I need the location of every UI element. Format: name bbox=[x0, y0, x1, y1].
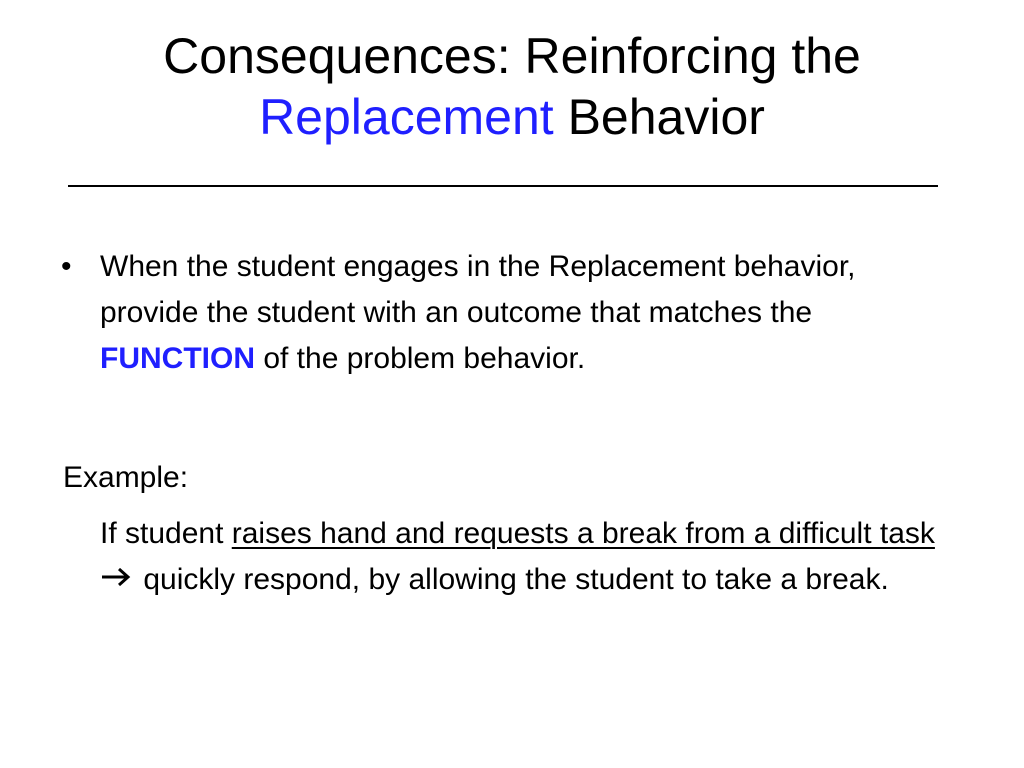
bullet-dot: • bbox=[61, 250, 72, 283]
example-text bbox=[100, 511, 960, 604]
example-prefix: If student bbox=[100, 517, 232, 550]
slide-title bbox=[40, 26, 984, 148]
title-divider bbox=[68, 185, 938, 187]
bullet-text-before: When the student engages in the Replacement behavior, provide the student with an outcome that matches the bbox=[100, 250, 856, 329]
bullet-item bbox=[61, 244, 960, 382]
title-accent-word: Replacement bbox=[259, 89, 554, 145]
example-underlined-behavior: raises hand and requests a break from a difficult task bbox=[231, 517, 935, 550]
right-arrow-icon bbox=[101, 555, 131, 601]
title-line-1: Consequences: Reinforcing the bbox=[163, 28, 861, 84]
bullet-text-after: of the problem behavior. bbox=[254, 342, 586, 375]
example-label: Example: bbox=[63, 461, 189, 494]
function-keyword: FUNCTION bbox=[100, 342, 255, 375]
example-suffix: quickly respond, by allowing the student to take a break. bbox=[135, 563, 889, 596]
title-line-2-rest: Behavior bbox=[553, 89, 765, 145]
